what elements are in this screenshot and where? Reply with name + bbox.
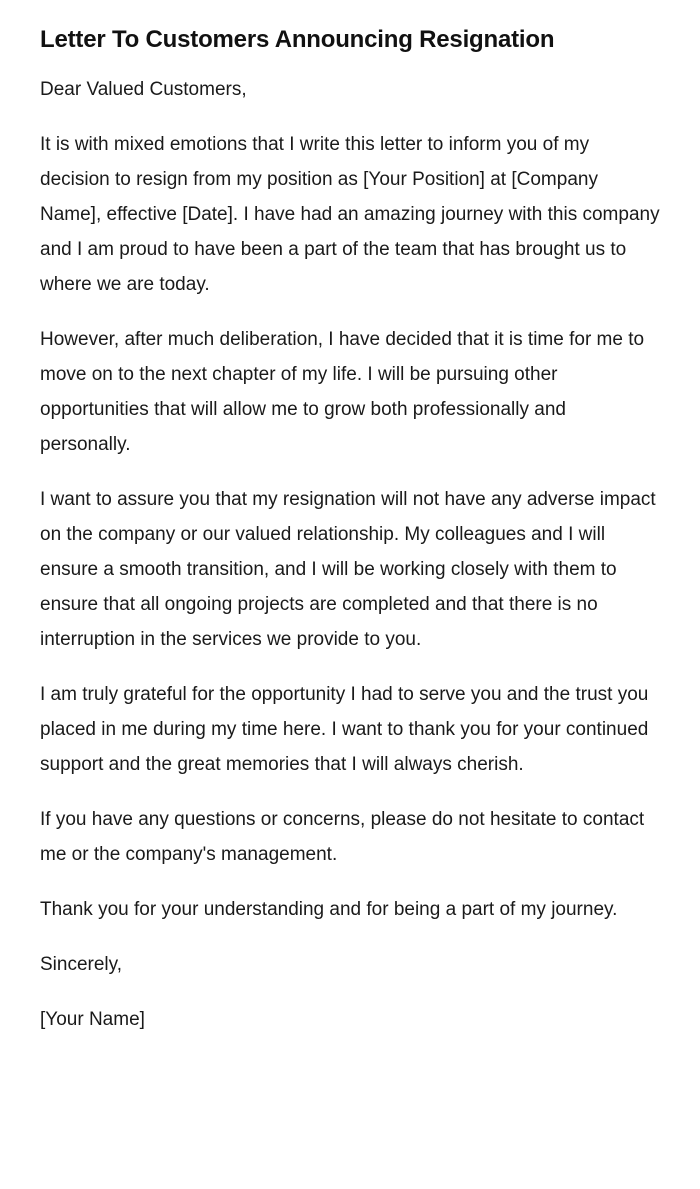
paragraph-assurance: I want to assure you that my resignation will not have any adverse impact on the company or our valued relationship. My colleagues and I will ensure a smooth transition, and I will be working closely with them to ensure that all ongoing projects are completed and that there is no interruption in the services we provide to you. bbox=[40, 489, 656, 650]
page-title: Letter To Customers Announcing Resignation bbox=[40, 26, 555, 53]
closing: Sincerely, bbox=[40, 954, 123, 975]
signature: [Your Name] bbox=[40, 1009, 145, 1030]
paragraph-questions: If you have any questions or concerns, please do not hesitate to contact me or the company's management. bbox=[40, 809, 645, 865]
salutation: Dear Valued Customers, bbox=[40, 79, 247, 100]
paragraph-intro: It is with mixed emotions that I write this letter to inform you of my decision to resign from my position as [Your Position] at [Company Name], effective [Date]. I have had an amazing journey with this company and I am proud to have been a part of the team that has brought us to where we are today. bbox=[40, 134, 660, 295]
paragraph-next-chapter: However, after much deliberation, I have decided that it is time for me to move on to the next chapter of my life. I will be pursuing other opportunities that will allow me to grow both professionally and personally. bbox=[40, 329, 645, 455]
paragraph-gratitude: I am truly grateful for the opportunity I had to serve you and the trust you placed in me during my time here. I want to thank you for your continued support and the great memories that I will always cherish. bbox=[40, 684, 649, 775]
paragraph-thanks: Thank you for your understanding and for being a part of my journey. bbox=[40, 899, 618, 920]
